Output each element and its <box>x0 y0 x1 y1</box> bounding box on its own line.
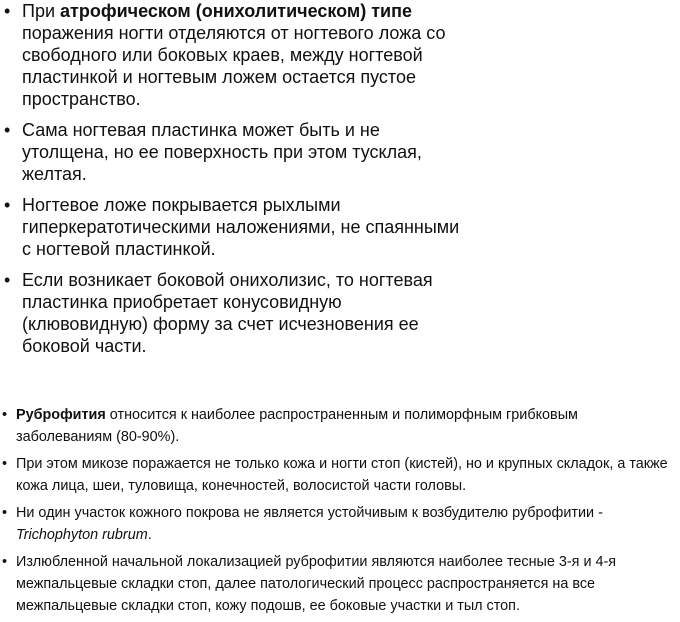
bullet-marker: • <box>2 554 8 570</box>
bullet-marker: • <box>4 1 11 21</box>
bullet-nail-bed <box>0 194 470 260</box>
bullet-marker: • <box>2 456 8 472</box>
bullet-prefix: При <box>22 1 61 21</box>
bold-term: Руброфития <box>16 407 106 423</box>
bullet-localization <box>0 551 676 617</box>
bullet-marker: • <box>2 407 8 423</box>
bullet-lateral-onycholysis <box>0 269 470 357</box>
rubrophytia-section <box>0 404 676 622</box>
bullet-text: относится к наиболее распространенным и полиморфным грибковым заболеваниям (80-90%). <box>16 407 578 445</box>
bullet-suffix: . <box>147 527 152 543</box>
bullet-text: Ни один участок кожного покрова не является устойчивым к возбудителю руброфитии - <box>16 505 603 521</box>
bullet-text: Ногтевое ложе покрывается рыхлыми гиперкератотическими наложениями, не спаянными с ногтевой пластинкой. <box>22 195 460 259</box>
atrophic-type-section <box>0 0 470 366</box>
bold-term: атрофическом (онихолитическом) типе <box>60 1 412 21</box>
bullet-atrophic-type <box>0 0 470 110</box>
bullet-text: Сама ногтевая пластинка может быть и не утолщена, но ее поверхность при этом тусклая, желтая. <box>22 120 422 184</box>
bullet-marker: • <box>2 505 8 521</box>
bullet-text: Если возникает боковой онихолизис, то ногтевая пластинка приобретает конусовидную (клювовидную) форму за счет исчезновения ее боковой части. <box>22 270 433 356</box>
bullet-rubrophytia-definition <box>0 404 676 448</box>
bullet-text: поражения ногти отделяются от ногтевого ложа со свободного или боковых краев, между ногтевой пластинкой и ногтевым ложем остается пустое пространство. <box>22 23 446 109</box>
bullet-marker: • <box>4 120 11 140</box>
bullet-nail-plate <box>0 119 470 185</box>
bullet-marker: • <box>4 270 11 290</box>
bullet-pathogen <box>0 502 676 546</box>
bullet-text: При этом микозе поражается не только кожа и ногти стоп (кистей), но и крупных складок, а также кожа лица, шеи, туловища, конечностей, волосистой части головы. <box>16 456 668 494</box>
bullet-affected-areas <box>0 453 676 497</box>
pathogen-name: Trichophyton rubrum <box>16 527 148 543</box>
bullet-marker: • <box>4 195 11 215</box>
bullet-text: Излюбленной начальной локализацией руброфитии являются наиболее тесные 3-я и 4-я межпальцевые складки стоп, далее патологический процесс распространяется на все межпальцевые складки стоп, кожу подошв, ее боковые участки и тыл стоп. <box>16 554 617 614</box>
